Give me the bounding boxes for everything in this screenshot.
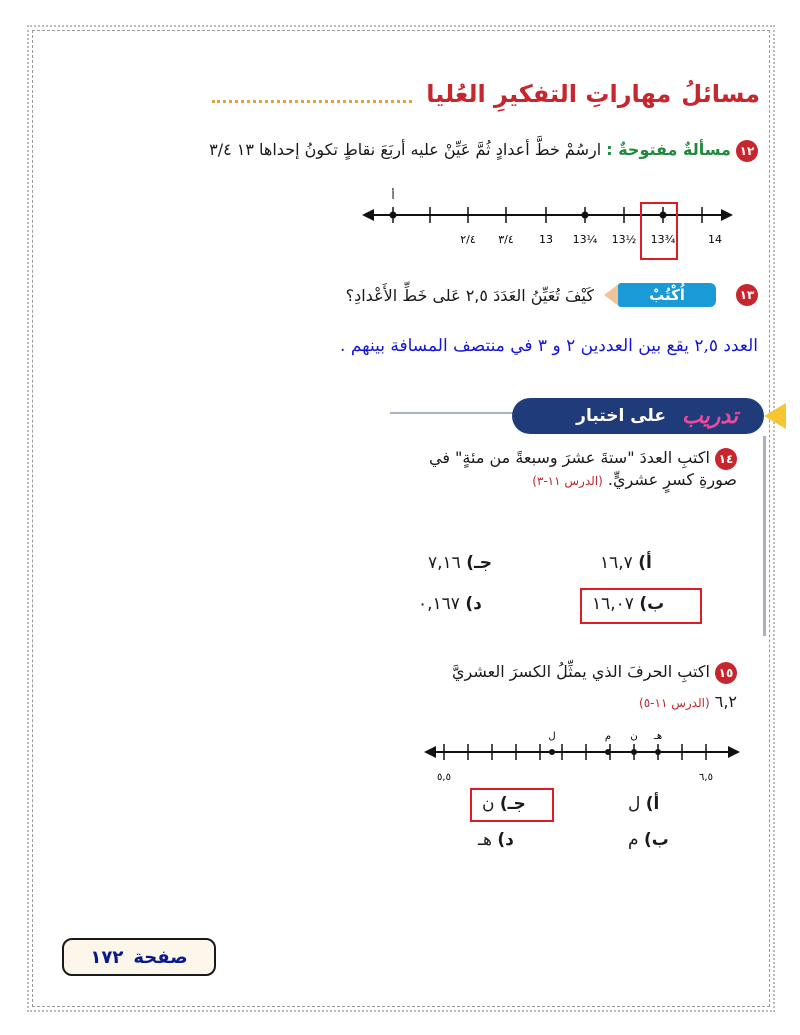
question-number: ١٤ — [715, 448, 737, 470]
question-label: مسألةٌ مفتوحةٌ : — [606, 140, 731, 159]
answer-highlight — [580, 588, 702, 624]
point-label-n: ن — [630, 731, 638, 742]
page-number-badge — [62, 938, 216, 976]
option-value: ١٦,٧ — [600, 553, 633, 573]
point-label-m: م — [604, 731, 612, 742]
option-letter: ب) — [639, 594, 665, 614]
question-number: ١٣ — [736, 284, 758, 306]
option-value: ن — [482, 794, 495, 814]
option-letter: أ) — [645, 794, 660, 814]
tick-label: ٣/٤ — [498, 233, 514, 246]
decimal-value: ٦,٢ — [714, 692, 737, 711]
banner-subtitle: على اختبار — [576, 406, 666, 426]
section-header — [212, 80, 760, 108]
option-letter: ب) — [643, 830, 669, 850]
question-text: كَيْفَ تُعَيِّنُ العَدَدَ ٢,٥ عَلى خَطِّ الأَعْدادِ؟ — [345, 285, 594, 305]
banner-line — [390, 412, 520, 414]
option-value: ل — [628, 794, 641, 814]
question-text: اكتبِ الحرفَ الذي يمثِّلُ الكسرَ العشريَّ — [452, 662, 710, 681]
option-value: ٧,١٦ — [428, 553, 461, 573]
tick-label: 14 — [708, 233, 722, 246]
lesson-ref: (الدرس ١١-٣) — [532, 474, 603, 488]
option-letter: جـ) — [466, 553, 493, 573]
page-frame — [32, 30, 770, 1007]
question-13 — [38, 283, 758, 307]
page-word: صفحة — [133, 946, 188, 968]
answer-highlight — [470, 788, 554, 822]
option-value: ٠,١٦٧ — [418, 594, 460, 614]
section-rule — [763, 436, 766, 636]
point-label-h: هـ — [653, 731, 663, 742]
banner-pill — [512, 398, 764, 434]
option-value: هـ — [478, 830, 492, 850]
header-word2: مهاراتِ التفكيرِ العُليا — [426, 80, 672, 108]
number-line-1 — [360, 185, 740, 265]
header-dots — [212, 86, 412, 103]
point-label-l: ل — [548, 731, 556, 742]
write-pencil-badge — [604, 283, 726, 307]
lesson-ref: (الدرس ١١-٥) — [639, 696, 710, 710]
tick-label: ٢/٤ — [460, 233, 476, 246]
answer-highlight — [641, 203, 677, 259]
typed-answer: العدد ٢,٥ يقع بين العددين ٢ و ٣ في منتصف المسافة بينهم . — [340, 336, 758, 356]
option-letter: د) — [497, 830, 514, 850]
line-end-label: ٦,٥ — [699, 772, 713, 783]
option-letter: أ) — [638, 553, 652, 573]
question-number: ١٢ — [736, 140, 758, 162]
point-label-a: أ — [391, 189, 395, 202]
banner-title: تدريب — [681, 403, 738, 429]
write-label: اُكْتُبْ — [618, 283, 716, 307]
option-a — [600, 553, 652, 573]
question-12 — [38, 140, 758, 162]
question-14 — [392, 448, 737, 489]
option-c — [428, 553, 492, 573]
header-word1: مسائلُ — [681, 80, 760, 108]
test-practice-banner — [390, 398, 764, 436]
question-number: ١٥ — [715, 662, 737, 684]
line-start-label: ٥,٥ — [437, 772, 451, 783]
tick-label: 13½ — [611, 233, 637, 246]
banner-arrow-icon — [764, 403, 786, 429]
option-d — [418, 594, 482, 614]
option-d — [478, 830, 514, 850]
question-15 — [392, 662, 737, 711]
option-value: م — [628, 830, 639, 850]
number-line-2 — [422, 728, 742, 788]
page-number: ١٧٢ — [90, 946, 124, 968]
option-letter: جـ) — [499, 794, 526, 814]
option-a — [628, 794, 659, 814]
question-text: ارسُمْ خطَّ أعدادٍ ثُمَّ عَيِّنْ عليه أربَعَ نقاطٍ تكونُ إحداها ١٣ ٣/٤ — [209, 140, 602, 159]
option-value: ١٦,٠٧ — [592, 594, 634, 614]
tick-label: 13¼ — [572, 233, 598, 246]
tick-label: 13 — [539, 233, 553, 246]
tick-label: 13¾ — [650, 233, 676, 246]
option-b — [628, 830, 669, 850]
question-text: اكتبِ العددَ "ستةَ عشرَ وسبعةً من مئةٍ" في صورةِ كسرٍ عشريٍّ. — [428, 448, 737, 489]
option-letter: د) — [465, 594, 482, 614]
